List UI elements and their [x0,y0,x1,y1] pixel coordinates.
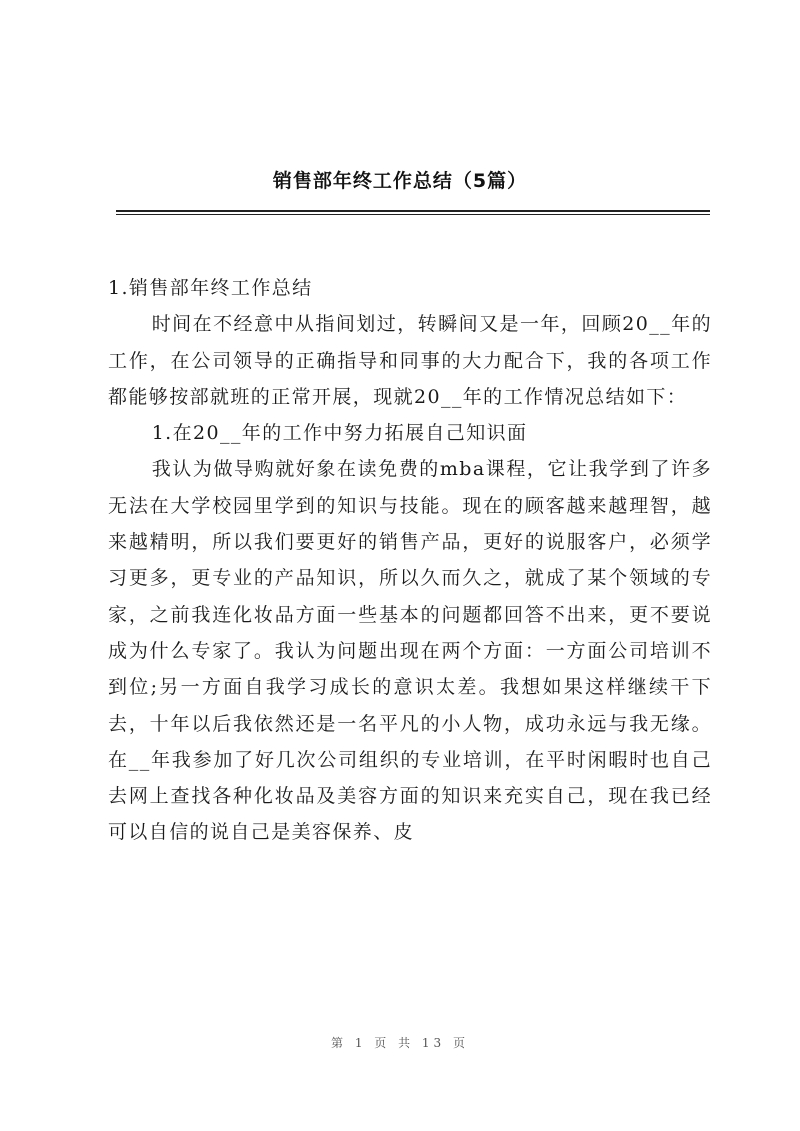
document-title: 销售部年终工作总结（5篇） [272,170,528,192]
subheading-knowledge: 1.在20__年的工作中努力拓展自己知识面 [151,422,528,445]
paragraph-intro: 时间在不经意中从指间划过，转瞬间又是一年，回顾20__年的工作，在公司领导的正确指导和同事的大力配合下，我的各项工作都能够按部就班的正常开展，现就20__年的工作情况总结如下： [108,313,712,408]
document-body [108,270,712,851]
page-footer: 第 1 页 共 13 页 [331,1036,469,1050]
title-divider [116,210,710,212]
paragraph-knowledge: 我认为做导购就好象在读免费的mba课程，它让我学到了许多无法在大学校园里学到的知识与技能。现在的顾客越来越理智，越来越精明，所以我们要更好的销售产品，更好的说服客户，必须学习更多，更专业的产品知识，所以久而久之，就成了某个领域的专家，之前我连化妆品方面一些基本的问题都回答不出来，更不要说成为什么专家了。我认为问题出现在两个方面：一方面公司培训不到位;另一方面自我学习成长的意识太差。我想如果这样继续干下去，十年以后我依然还是一名平凡的小人物，成功永远与我无缘。在__年我参加了好几次公司组织的专业培训，在平时闲暇时也自己去网上查找各种化妆品及美容方面的知识来充实自己，现在我已经可以自信的说自己是美容保养、皮 [108,458,712,844]
title-divider-thin [116,214,710,215]
section-heading: 1.销售部年终工作总结 [108,277,313,299]
